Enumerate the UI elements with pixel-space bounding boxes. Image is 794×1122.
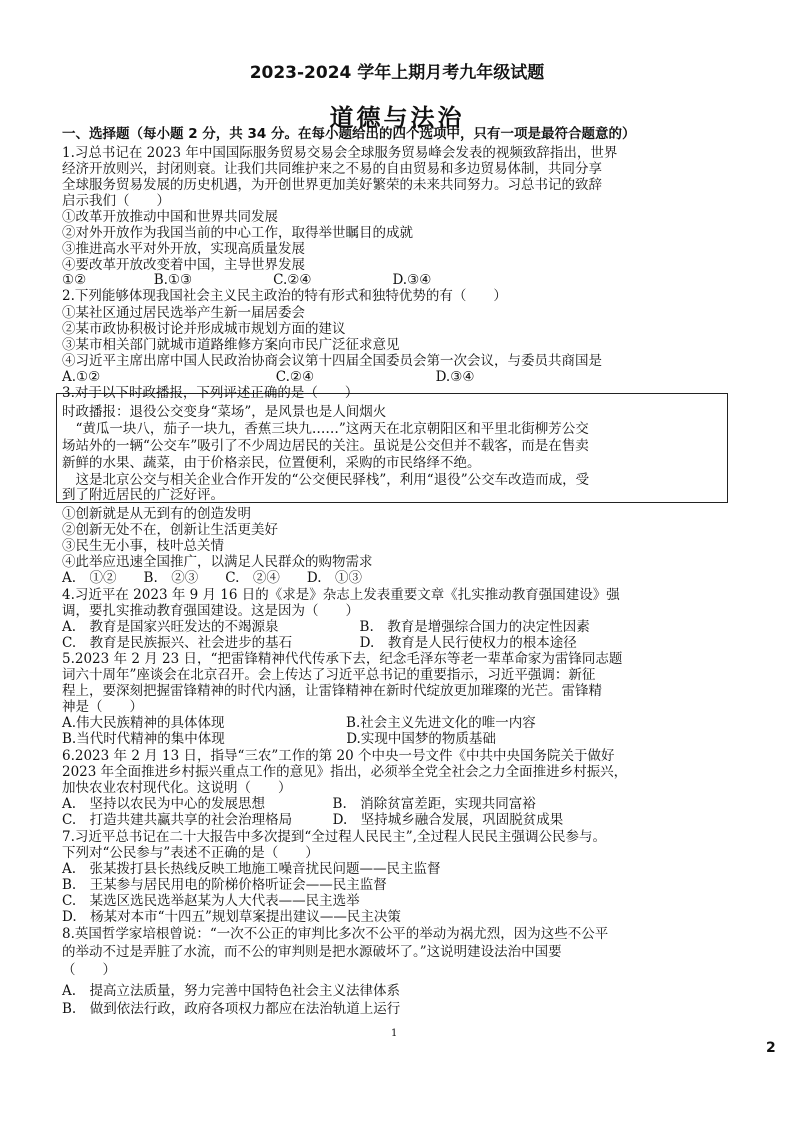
news-line: 到了附近居民的广泛好评。 [62,487,224,503]
question-line: 2.下列能够体现我国社会主义民主政治的特有形式和独特优势的有（ ） [62,288,507,304]
section-heading: 一、选择题（每小题 2 分，共 34 分。在每小题给出的四个选项中，只有一项是最符合题意的） [62,126,636,142]
question-line: 1.习总书记在 2023 年中国国际服务贸易交易会全球服务贸易峰会发表的视频致辞指出，世界 [62,145,618,161]
answer-choices: A.伟大民族精神的具体体现 B.社会主义先进文化的唯一内容 [62,715,536,731]
answer-choices: A. 张某拨打县长热线反映工地施工噪音扰民问题——民主监督 [62,861,441,877]
option-line: ④习近平主席出席中国人民政治协商会议第十四届全国委员会第一次会议，与委员共商国是 [62,353,602,369]
option-line: ③民生无小事，枝叶总关情 [62,538,224,554]
question-line: （ ） [62,962,116,978]
answer-choices: A.①② C.②④ D.③④ [62,369,475,385]
question-line: 8.英国哲学家培根曾说：“一次不公正的审判比多次不公平的举动为祸尤烈，因为这些不公平 [62,926,609,942]
answer-choices: ①② B.①③ C.②④ D.③④ [62,272,432,288]
news-line: 新鲜的水果、蔬菜，由于价格亲民，位置便利，采购的市民络绎不绝。 [62,455,481,471]
news-line: 场站外的一辆“公交车”吸引了不少周边居民的关注。虽说是公交但并不载客，而是在售卖 [62,438,589,454]
page-number: 1 [391,1028,398,1039]
question-line: 加快农业农村现代化。这说明（ ） [62,780,292,796]
question-line: 程上，要深刻把握雷锋精神的时代内涵，让雷锋精神在新时代绽放更加璀璨的光芒。雷锋精 [62,683,602,699]
answer-choices: C. 某选区选民选举赵某为人大代表——民主选举 [62,893,360,909]
answer-choices: A. 坚持以农民为中心的发展思想 B. 消除贫富差距，实现共同富裕 [62,796,536,812]
option-line: ①创新就是从无到有的创造发明 [62,506,251,522]
exam-title: 2023-2024 学年上期月考九年级试题 [249,63,545,83]
answer-choices: A. 教育是国家兴旺发达的不竭源泉 B. 教育是增强综合国力的决定性因素 [62,619,590,635]
answer-choices: A. 提高立法质量，努力完善中国特色社会主义法律体系 [62,983,401,999]
answer-choices: C. 打造共建共赢共享的社会治理格局 D. 坚持城乡融合发展，巩固脱贫成果 [62,812,564,828]
news-line: 时政播报：退役公交变身“菜场”，是风景也是人间烟火 [62,404,387,420]
question-line: 4.习近平在 2023 年 9 月 16 日的《求是》杂志上发表重要文章《扎实推动教育强国建设》强 [62,587,620,603]
option-line: ③某市相关部门就城市道路维修方案向市民广泛征求意见 [62,337,400,353]
option-line: ②某市政协积极讨论并形成城市规划方面的建议 [62,321,346,337]
option-line: ④要改革开放改变着中国，主导世界发展 [62,257,305,273]
question-line: 启示我们（ ） [62,193,170,209]
question-line: 的举动不过是弄脏了水流，而不公的审判则是把水源破坏了。”这说明建设法治中国要 [62,944,562,960]
question-line: 2023 年全面推进乡村振兴重点工作的意见》指出，必须举全党全社会之力全面推进乡村振兴， [62,764,628,780]
question-line: 3.对于以下时政播报，下列评述正确的是（ ） [62,385,359,401]
question-line: 7.习近平总书记在二十大报告中多次提到“全过程人民民主”,全过程人民民主强调公民参与。 [62,829,606,845]
option-line: ②创新无处不在，创新让生活更美好 [62,522,278,538]
option-line: ②对外开放作为我国当前的中心工作，取得举世瞩目的成就 [62,225,413,241]
answer-choices: B. 做到依法行政，政府各项权力都应在法治轨道上运行 [62,1001,401,1017]
answer-choices: B. 王某参与居民用电的阶梯价格听证会——民主监督 [62,877,387,893]
subject-title: 道德与法治 [329,104,465,132]
news-line: 这是北京公交与相关企业合作开发的“公交便民驿栈”，利用“退役”公交车改造而成，受 [62,472,590,488]
question-line: 下列对“公民参与”表述不正确的是（ ） [62,845,319,861]
option-line: ④此举应迅速全国推广，以满足人民群众的购物需求 [62,554,373,570]
question-line: 词六十周年”座谈会在北京召开。会上传达了习近平总书记的重要指示，习近平强调：新征 [62,667,596,683]
question-line: 全球服务贸易发展的历史机遇，为开创世界更加美好繁荣的未来共同努力。习总书记的致辞 [62,177,602,193]
question-line: 调，要扎实推动教育强国建设。这是因为（ ） [62,603,359,619]
option-line: ③推进高水平对外开放，实现高质量发展 [62,241,305,257]
answer-choices: C. 教育是民族振兴、社会进步的基石 D. 教育是人民行使权力的根本途径 [62,635,577,651]
option-line: ①某社区通过居民选举产生新一届居委会 [62,305,305,321]
answer-choices: B.当代时代精神的集中体现 D.实现中国梦的物质基础 [62,731,496,747]
question-line: 5.2023 年 2 月 23 日，“把雷锋精神代代传承下去，纪念毛泽东等老一辈革命家为雷锋同志题 [62,651,623,667]
news-line: “黄瓜一块八，茄子一块九，香蕉三块九……”这两天在北京朝阳区和平里北街柳芳公交 [62,421,589,437]
question-line: 经济开放则兴，封闭则衰。让我们共同维护来之不易的自由贸易和多边贸易体制，共同分享 [62,161,602,177]
corner-number: 2 [766,1040,776,1056]
option-line: ①改革开放推动中国和世界共同发展 [62,209,278,225]
question-line: 神是（ ） [62,699,143,715]
answer-choices: D. 杨某对本市“十四五”规划草案提出建议——民主决策 [62,909,401,925]
question-line: 6.2023 年 2 月 13 日，指导“三农”工作的第 20 个中央一号文件《中共中央国务院关于做好 [62,748,615,764]
answer-choices: A. ①② B. ②③ C. ②④ D. ①③ [62,570,363,586]
